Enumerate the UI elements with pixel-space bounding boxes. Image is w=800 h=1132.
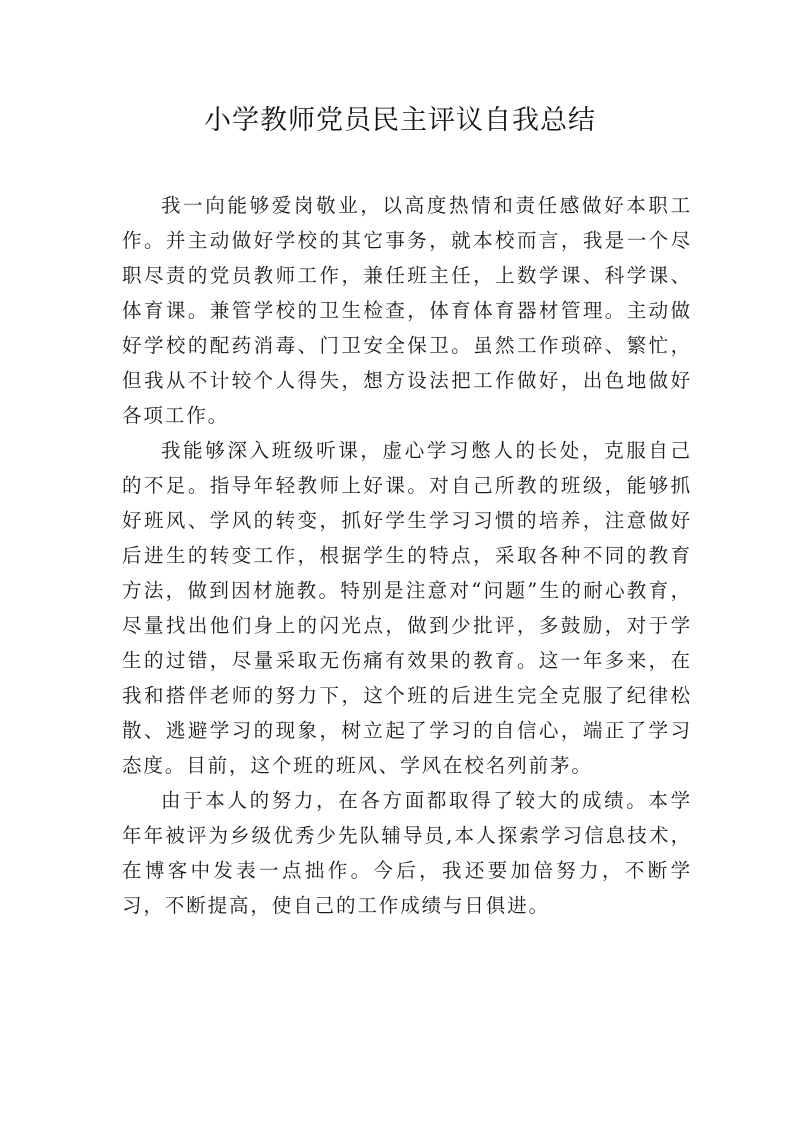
document-body — [122, 188, 692, 923]
paragraph-1: 我一向能够爱岗敬业，以高度热情和责任感做好本职工作。并主动做好学校的其它事务，就本校而言，我是一个尽职尽责的党员教师工作，兼任班主任，上数学课、科学课、体育课。兼管学校的卫生检查，体育体育器材管理。主动做好学校的配药消毒、门卫安全保卫。虽然工作琐碎、繁忙，但我从不计较个人得失，想方设法把工作做好，出色地做好各项工作。 — [122, 194, 692, 427]
paragraph-3: 由于本人的努力，在各方面都取得了较大的成绩。本学年年被评为乡级优秀少先队辅导员,本人探索学习信息技术，在博客中发表一点拙作。今后，我还要加倍努力，不断学习，不断提高，使自己的工作成绩与日俱进。 — [122, 789, 692, 917]
paragraph-2: 我能够深入班级听课，虚心学习憋人的长处，克服自己的不足。指导年轻教师上好课。对自己所教的班级，能够抓好班风、学风的转变，抓好学生学习习惯的培养，注意做好后进生的转变工作，根据学生的特点，采取各种不同的教育方法，做到因材施教。特别是注意对“问题”生的耐心教育，尽量找出他们身上的闪光点，做到少批评，多鼓励，对于学生的过错，尽量采取无伤痛有效果的教育。这一年多来，在我和搭伴老师的努力下，这个班的后进生完全克服了纪律松散、逃避学习的现象，树立起了学习的自信心，端正了学习态度。目前，这个班的班风、学风在校名列前茅。 — [122, 439, 692, 777]
document-title: 小学教师党员民主评议自我总结 — [204, 105, 596, 136]
